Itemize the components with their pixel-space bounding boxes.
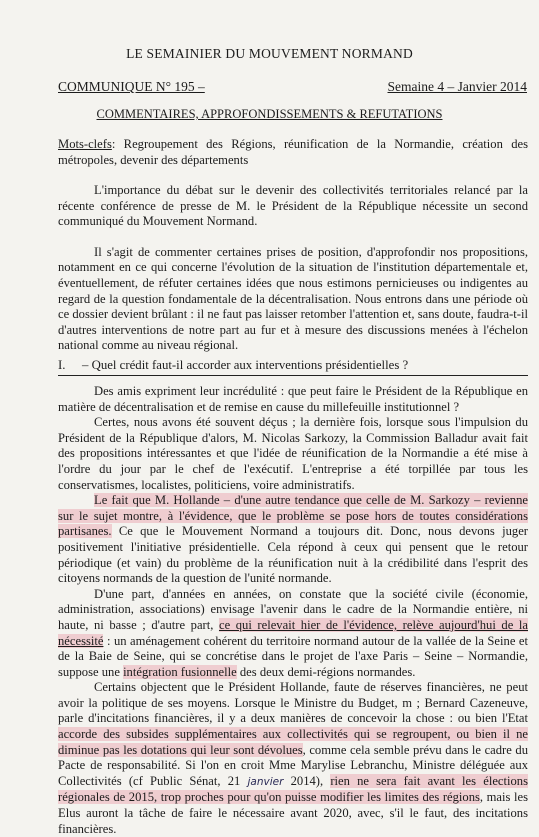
- highlighted-text: intégration fusionnelle: [123, 664, 237, 679]
- keywords-text: : Regroupement des Régions, réunification de la Normandie, création des métropoles, devenir des départements: [58, 137, 528, 167]
- keywords-label: Mots-clefs: [58, 137, 112, 151]
- body-text: : un aménagement cohérent du territoire normand autour de la vallée de la Seine et de la Baie de Seine, qui se concrétise dans le projet de l'axe Paris – Seine – Normandie, suppose une: [58, 633, 528, 679]
- section-heading: [58, 358, 528, 376]
- body-paragraph-2: Certes, nous avons été souvent déçus ; la dernière fois, lorsque sous l'impulsion du Président de la République d'alors, M. Nicolas Sarkozy, la Commission Balladur avait fait des propositions intéressantes et que l'idée de réunification de la Normandie a été mise à l'ordre du jour par le chef de l'exécutif. L'entreprise a été torpillée par tous les conservatismes, localistes, politiciens, voire administratifs.: [58, 415, 528, 492]
- newsletter-title: LE SEMAINIER DU MOUVEMENT NORMAND: [126, 46, 413, 61]
- section-body: [58, 384, 528, 837]
- intro-paragraph-1: L'importance du débat sur le devenir des collectivités territoriales relancé par la récente conférence de presse de M. le Président de la République nécessite un second communiqué du Mouvement Normand.: [58, 183, 528, 229]
- body-paragraph-4: [58, 587, 528, 681]
- body-text: des deux demi-régions normandes.: [236, 664, 416, 679]
- highlighted-text: rien ne sera fait avant les élections régionales de 2015, trop proches pour qu'on puisse modifier les limites des régions: [58, 773, 528, 805]
- body-text: , comme cela semble prévu dans le cadre du Pacte de responsabilité. Si l'on en croit Mme Marylise Lebranchu, Ministre déléguée aux Collectivités (cf Public Sénat, 21: [58, 742, 529, 788]
- body-text: Ce que le Mouvement Normand a toujours dit. Donc, nous devons juger positivement l'initiative présidentielle. Cela répond à ceux qui pensent que le retour périodique (et vain) du problème de la réunification nuit à la crédibilité dans l'esprit des citoyens normands de la question de l'unité normande.: [58, 524, 528, 586]
- body-text: , mais les Elus auront la tâche de faire le nécessaire avant 2020, avec, s'il le faut, des incitations financières.: [58, 790, 528, 836]
- handwritten-annotation: janvier: [247, 775, 284, 788]
- section-number: I.: [58, 358, 66, 372]
- highlighted-text: ce qui relevait hier de l'évidence, relève aujourd'hui de la nécessité: [58, 617, 528, 648]
- body-text: D'une part, d'années en années, on constate que la société civile (économie, administration, associations) envisage l'avenir dans le cadre de la Normandie entière, ni haute, ni basse ; d'autre part,: [58, 586, 528, 632]
- intro-block: [58, 183, 528, 354]
- week-date: Semaine 4 – Janvier 2014: [387, 79, 527, 94]
- document-subtitle: COMMENTAIRES, APPROFONDISSEMENTS & REFUTATIONS: [96, 107, 443, 121]
- body-text: 2014),: [283, 773, 331, 788]
- highlighted-text: accorde des subsides supplémentaires aux collectivités qui se regroupent, ou bien il ne diminue pas les dotations qui leur sont dévolues: [58, 727, 528, 757]
- keywords-block: [58, 137, 528, 168]
- body-paragraph-3: [58, 493, 528, 587]
- highlighted-text: Le fait que M. Hollande – d'une autre tendance que celle de M. Sarkozy – revienne sur le sujet montre, à l'évidence, que le problème se pose hors de toutes considérations partisanes.: [58, 493, 528, 539]
- body-paragraph-1: Des amis expriment leur incrédulité : que peut faire le Président de la République en matière de décentralisation et de remise en cause du millefeuille institutionnel ?: [58, 384, 528, 414]
- communique-number: COMMUNIQUE N° 195 –: [58, 79, 205, 94]
- section-title: – Quel crédit faut-il accorder aux interventions présidentielles ?: [82, 358, 409, 372]
- intro-paragraph-2: Il s'agit de commenter certaines prises de position, d'approfondir nos propositions, notamment en ce qui concerne l'évolution de la situation de l'institution départementale et, éventuellement, de réfuter certaines idées que nous estimons pernicieuses ou indigentes au regard de la question fondamentale de la décentralisation. Nous entrons dans une période où ce dossier devient brûlant : il ne faut pas laisser retomber l'attention et, sans doute, faudra-t-il d'autres interventions de notre part au fur et à mesure des discussions menées à l'échelon national comme au niveau régional.: [58, 244, 528, 353]
- body-text: Certains objectent que le Président Hollande, faute de réserves financières, ne peut avoir la politique de ses moyens. Lorsque le Ministre du Budget, m ; Bernard Cazeneuve, parle d'incitations financières, il y a deux manières de concevoir la chose : ou bien l'Etat: [58, 680, 528, 726]
- body-paragraph-5: [58, 680, 528, 837]
